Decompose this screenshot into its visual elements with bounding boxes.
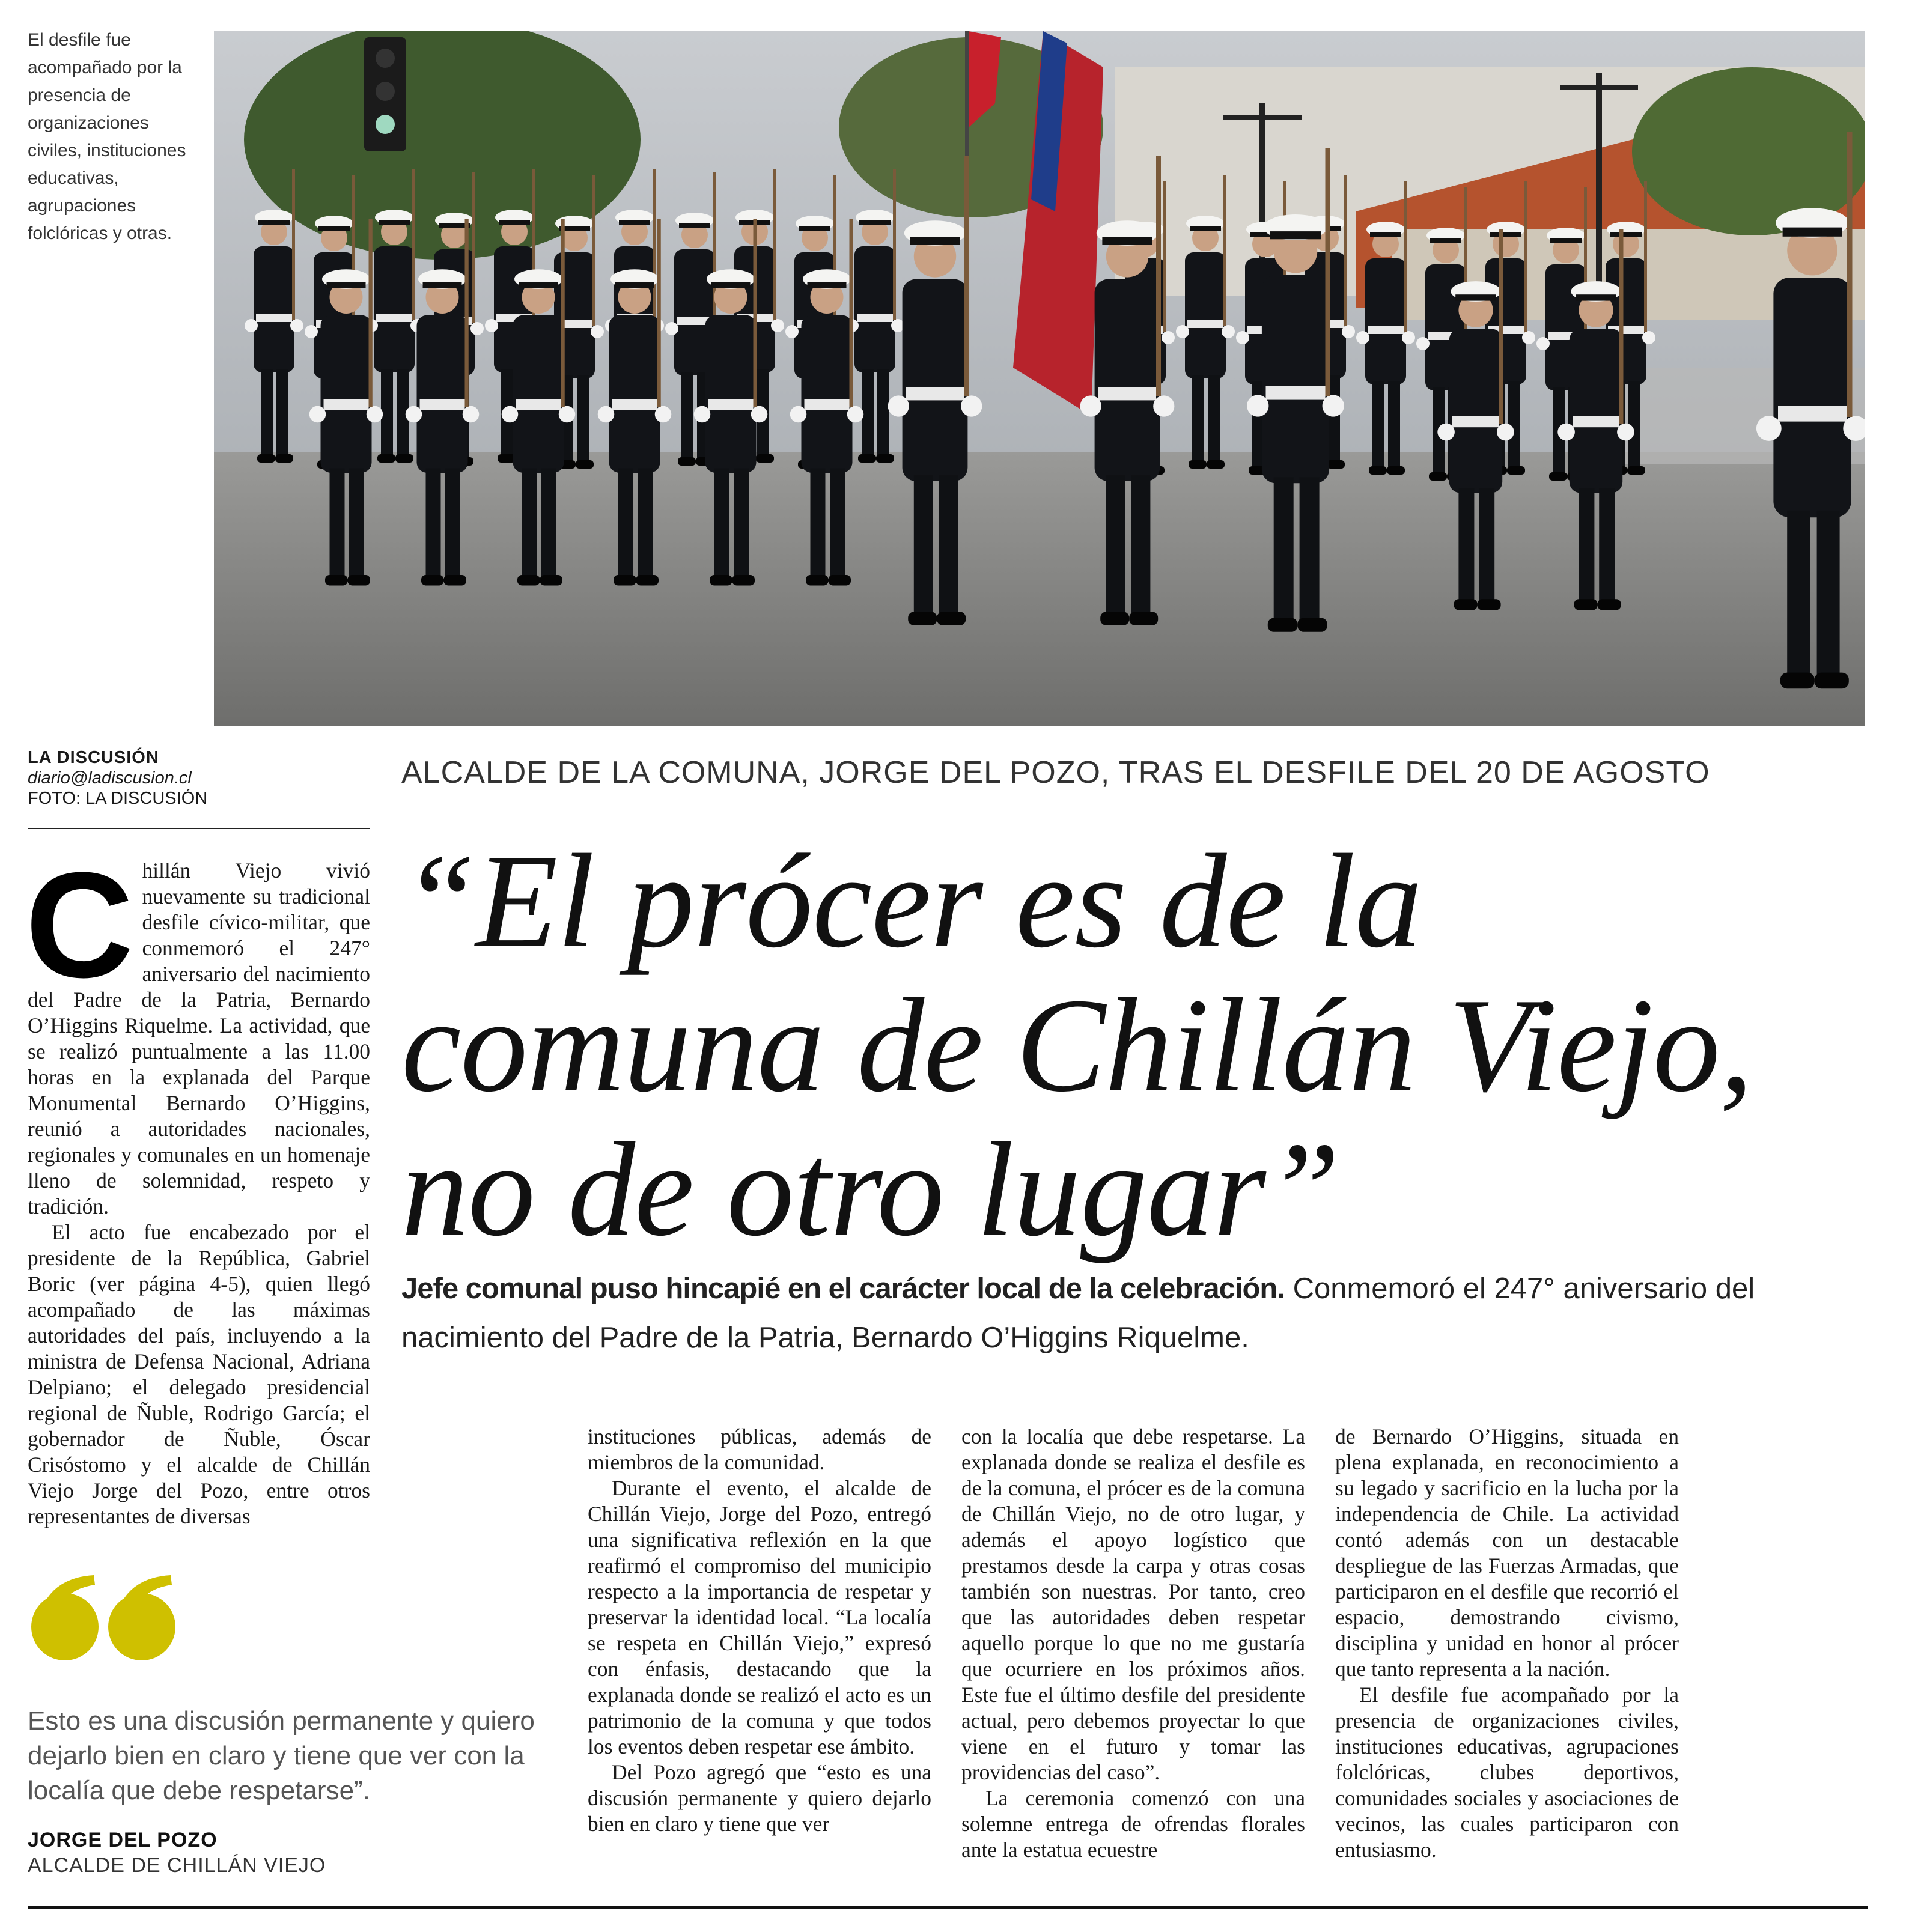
pull-quote-text: Esto es una discusión permanente y quiero dejarlo bien en claro y tiene que ver con la localía que debe respetarse”. (28, 1706, 535, 1805)
quote-mark-icon (28, 1572, 190, 1662)
body-column-2 (588, 1424, 931, 1837)
bottom-rule (28, 1906, 1868, 1909)
body-column-3 (961, 1424, 1305, 1863)
deck-lead: Jefe comunal puso hincapié en el carácter local de la celebración. (401, 1272, 1285, 1305)
body-paragraph: hillán Viejo vivió nuevamente su tradicional desfile cívico-militar, que conmemoró el 247° aniversario del nacimiento del Padre de la Patria, Bernardo O’Higgins Riquelme. La actividad, que se realizó puntualmente a las 11.00 horas en la explanada del Parque Monumental Bernardo O’Higgins, reunió a autoridades nacionales, regionales y comunales en un homenaje lleno de solemnidad, respeto y tradición. (28, 858, 370, 1218)
body-paragraph: Del Pozo agregó que “esto es una discusión permanente y quiero dejarlo bien en claro y tiene que ver (588, 1760, 931, 1836)
byline (28, 747, 376, 809)
body-paragraph: de Bernardo O’Higgins, situada en plena explanada, en reconocimiento a su legado y sacrificio en la lucha por la independencia de Chile. La actividad contó además con un destacable despliegue de las Fuerzas Armadas, que participaron en el desfile que recorrió el espacio, demostrando civismo, disciplina y unidad en honor al prócer que tanto representa a la nación. (1335, 1424, 1679, 1681)
byline-email: diario@ladiscusion.cl (28, 768, 192, 788)
body-column-1 (25, 841, 370, 1530)
photo-credit: FOTO: LA DISCUSIÓN (28, 789, 208, 808)
pull-quote-title: ALCALDE DE CHILLÁN VIEJO (28, 1854, 326, 1877)
body-paragraph: instituciones públicas, además de miembros de la comunidad. (588, 1424, 931, 1474)
pull-quote-name: JORGE DEL POZO (28, 1829, 218, 1852)
body-paragraph: Durante el evento, el alcalde de Chillán Viejo, Jorge del Pozo, entregó una significativa reflexión en la que reafirmó el compromiso del municipio respecto a la importancia de respetar y preservar la identidad local. “La localía se respeta en Chillán Viejo,” expresó con énfasis, destacando que la explanada donde se realizó el acto es un patrimonio de la comuna y que todos los eventos deben respetar ese ámbito. (588, 1476, 931, 1758)
deck (401, 1264, 1868, 1362)
body-column-4 (1335, 1424, 1679, 1863)
drop-cap: C (25, 841, 134, 1009)
body-paragraph: La ceremonia comenzó con una solemne entrega de ofrendas florales ante la estatua ecuestre (961, 1786, 1305, 1862)
body-paragraph: con la localía que debe respetarse. La explanada donde se realiza el desfile es de la comuna, el prócer es de la comuna de Chillán Viejo, no de otro lugar, y además el apoyo logístico que prestamos desde la carpa y otras cosas también son nuestras. Por tanto, creo que las autoridades deben respetar aquello porque lo que no me gustaría que ocurriere en los próximos años. Este fue el último desfile del presidente actual, pero debemos proyectar lo que viene en el futuro y tomar las providencias del caso”. (961, 1424, 1305, 1784)
headline: “El prócer es de la comuna de Chillán Viejo, no de otro lugar” (401, 827, 1753, 1264)
byline-outlet: LA DISCUSIÓN (28, 748, 159, 767)
photo-caption: El desfile fue acompañado por la presencia de organizaciones civiles, instituciones educativas, agrupaciones folclóricas y otras. (28, 30, 186, 243)
body-paragraph: El acto fue encabezado por el presidente de la República, Gabriel Boric (ver página 4-5), quien llegó acompañado de las máximas autoridades del país, incluyendo a la ministra de Defensa Nacional, Adriana Delpiano; el delegado presidencial regional de Ñuble, Rodrigo García; el gobernador de Ñuble, Óscar Crisóstomo y el alcalde de Chillán Viejo Jorge del Pozo, entre otros representantes de diversas (28, 1220, 370, 1528)
parade-photo (214, 31, 1865, 726)
kicker: ALCALDE DE LA COMUNA, JORGE DEL POZO, TRAS EL DESFILE DEL 20 DE AGOSTO (401, 755, 1710, 790)
byline-divider (28, 828, 370, 829)
body-paragraph: El desfile fue acompañado por la presencia de organizaciones civiles, instituciones educativas, agrupaciones folclóricas, clubes deportivos, comunidades sociales y asociaciones de vecinos, las cuales participaron con entusiasmo. (1335, 1683, 1679, 1862)
deck-rest: Conmemoró el 247° aniversario del nacimiento del Padre de la Patria, Bernardo O’Higgins Riquelme. (401, 1272, 1755, 1354)
